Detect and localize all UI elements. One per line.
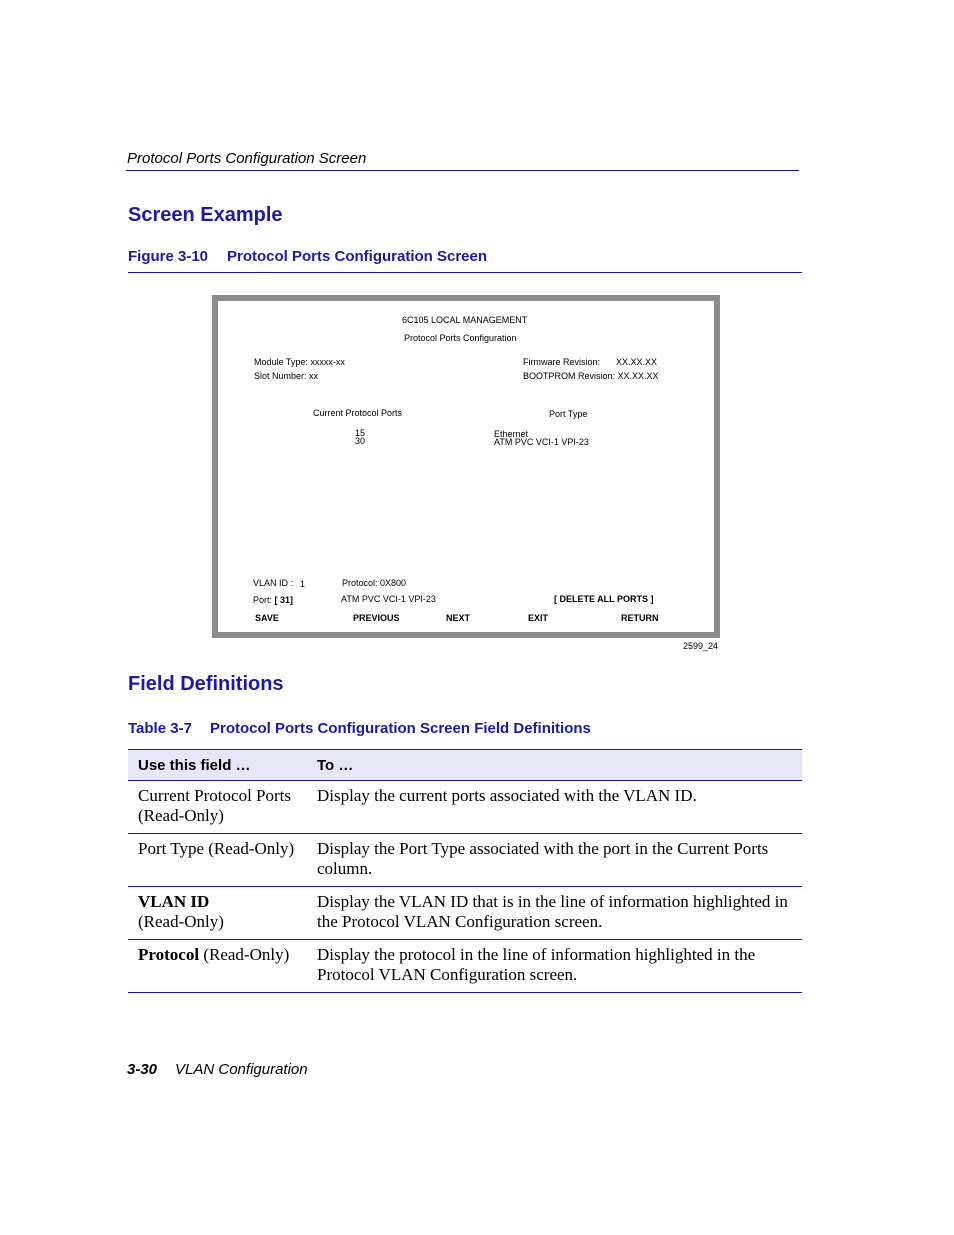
field-cell: Current Protocol Ports (Read-Only) [128,781,308,834]
section-heading-field-definitions: Field Definitions [128,673,284,695]
table-caption-title: Protocol Ports Configuration Screen Field Definitions [210,720,591,737]
port-cell: 15 [355,428,366,438]
description-cell: Display the VLAN ID that is in the line of information highlighted in the Protocol VLAN Configuration screen. [308,887,802,940]
port-field[interactable] [253,595,293,605]
screen-title: 6C105 LOCAL MANAGEMENT [402,315,528,325]
port-input[interactable]: [ 31] [274,595,294,605]
table-row [128,940,802,993]
field-cell: Protocol (Read-Only) [128,940,308,993]
return-command[interactable]: RETURN [621,613,659,623]
figure-caption-rule [128,272,802,273]
description-cell: Display the current ports associated with the VLAN ID. [308,781,802,834]
port-type-cell: Ethernet [494,429,529,439]
vlan-id-label: VLAN ID : [253,578,294,588]
section-heading-screen-example: Screen Example [128,204,283,226]
figure-id: 2599_24 [683,641,719,651]
table-header-field: Use this field … [128,750,308,781]
delete-all-ports-button[interactable]: [ DELETE ALL PORTS ] [554,594,654,604]
previous-command[interactable]: PREVIOUS [353,613,400,623]
terminal-screen [212,295,720,638]
figure-caption-title: Protocol Ports Configuration Screen [227,248,488,265]
module-type: Module Type: xxxxx-xx [254,357,345,367]
description-cell: Display the Port Type associated with the port in the Current Ports column. [308,834,802,887]
field-cell: VLAN ID (Read-Only) [128,887,308,940]
vlan-id-value: 1 [300,579,306,589]
port-label: Port: [253,595,273,605]
running-head: Protocol Ports Configuration Screen [127,150,367,167]
description-cell: Display the protocol in the line of information highlighted in the Protocol VLAN Configuration screen. [308,940,802,993]
screen-subtitle: Protocol Ports Configuration [404,333,517,343]
exit-command[interactable]: EXIT [528,613,549,623]
figure-caption-label: Figure 3-10 [128,248,209,265]
port-cell: 30 [355,436,366,446]
protocol-value: Protocol: 0X800 [342,578,407,588]
table-header-row [128,750,802,781]
port-type-value: ATM PVC VCI-1 VPI-23 [341,594,436,604]
slot-number: Slot Number: xx [254,371,319,381]
port-type-cell: ATM PVC VCI-1 VPI-23 [494,437,589,447]
firmware-value: XX.XX.XX [616,357,658,367]
table-header-to: To … [308,750,802,781]
page-number: 3-30 [127,1061,158,1078]
column-current-protocol-ports: Current Protocol Ports [313,408,403,418]
table-caption [128,720,591,737]
next-command[interactable]: NEXT [446,613,471,623]
save-command[interactable]: SAVE [255,613,279,623]
field-definitions-table [128,749,802,993]
table-caption-label: Table 3-7 [128,720,192,737]
page-footer [127,1061,308,1078]
column-port-type: Port Type [549,409,588,419]
table-row [128,887,802,940]
bootprom-revision: BOOTPROM Revision: XX.XX.XX [523,371,659,381]
firmware-label: Firmware Revision: [523,357,601,367]
figure-caption [128,248,487,265]
chapter-title: VLAN Configuration [175,1061,308,1078]
field-cell: Port Type (Read-Only) [128,834,308,887]
table-row [128,834,802,887]
table-row [128,781,802,834]
header-rule [126,170,799,171]
